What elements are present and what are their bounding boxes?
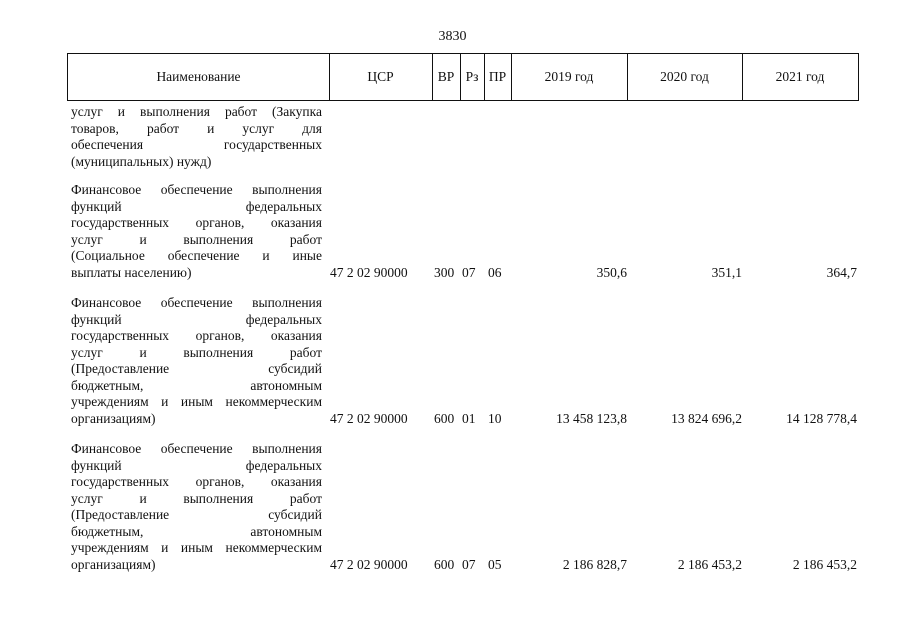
header-csr: ЦСР [367, 69, 394, 84]
header-2019: 2019 год [544, 69, 594, 84]
row-2019: 350,6 [596, 264, 627, 280]
name-line: функций федеральных [71, 311, 322, 327]
row-name [71, 104, 322, 170]
name-line: бюджетным, автономным [71, 377, 322, 393]
row-2020: 13 824 696,2 [671, 410, 742, 426]
name-line: организациям) [71, 410, 156, 426]
name-line: функций федеральных [71, 198, 322, 214]
row-rz: 07 [462, 264, 476, 280]
name-line: Финансовое обеспечение выполнения [71, 441, 322, 456]
name-line: бюджетным, автономным [71, 523, 322, 539]
name-line: (Предоставление субсидий [71, 507, 322, 522]
header-vr: ВР [437, 69, 455, 84]
header-pr: ПР [488, 69, 507, 84]
name-line: Финансовое обеспечение выполнения [71, 182, 322, 197]
name-line: товаров, работ и услуг для [71, 120, 322, 136]
row-name [71, 441, 322, 573]
row-rz: 07 [462, 556, 476, 572]
name-line: организациям) [71, 556, 156, 572]
name-line: государственных органов, оказания [71, 474, 322, 489]
name-line: Финансовое обеспечение выполнения [71, 295, 322, 310]
page-number: 3830 [438, 29, 467, 44]
row-pr: 05 [488, 556, 502, 572]
row-vr: 300 [434, 264, 455, 280]
row-vr: 600 [434, 556, 455, 572]
name-line: учреждениям и иным некоммерческим [71, 540, 322, 555]
row-2019: 13 458 123,8 [556, 410, 627, 426]
name-line: обеспечения государственных [71, 137, 322, 152]
row-csr: 47 2 02 90000 [330, 264, 408, 280]
row-rz: 01 [462, 410, 476, 426]
row-csr: 47 2 02 90000 [330, 556, 408, 572]
header-2021: 2021 год [775, 69, 825, 84]
row-csr: 47 2 02 90000 [330, 410, 408, 426]
row-2020: 351,1 [711, 264, 742, 280]
name-line: (муниципальных) нужд) [71, 153, 212, 169]
name-line: услуг и выполнения работ [71, 231, 322, 247]
row-2021: 2 186 453,2 [792, 556, 857, 572]
name-line: государственных органов, оказания [71, 215, 322, 230]
row-name [71, 295, 322, 427]
row-2021: 14 128 778,4 [786, 410, 857, 426]
name-line: услуг и выполнения работ [71, 490, 322, 506]
name-line: услуг и выполнения работ [71, 344, 322, 360]
name-line: (Предоставление субсидий [71, 361, 322, 376]
row-2020: 2 186 453,2 [677, 556, 742, 572]
table-header [67, 53, 859, 101]
row-pr: 10 [488, 410, 502, 426]
row-2019: 2 186 828,7 [562, 556, 627, 572]
header-name: Наименование [156, 69, 241, 84]
header-2020: 2020 год [660, 69, 709, 84]
row-vr: 600 [434, 410, 455, 426]
name-line: выплаты населению) [71, 264, 192, 280]
name-line: услуг и выполнения работ (Закупка [71, 104, 322, 119]
header-rz: Рз [465, 69, 479, 84]
row-2021: 364,7 [826, 264, 857, 280]
row-name [71, 182, 322, 281]
row-pr: 06 [488, 264, 502, 280]
name-line: (Социальное обеспечение и иные [71, 248, 322, 263]
name-line: функций федеральных [71, 457, 322, 473]
name-line: учреждениям и иным некоммерческим [71, 394, 322, 409]
name-line: государственных органов, оказания [71, 328, 322, 343]
